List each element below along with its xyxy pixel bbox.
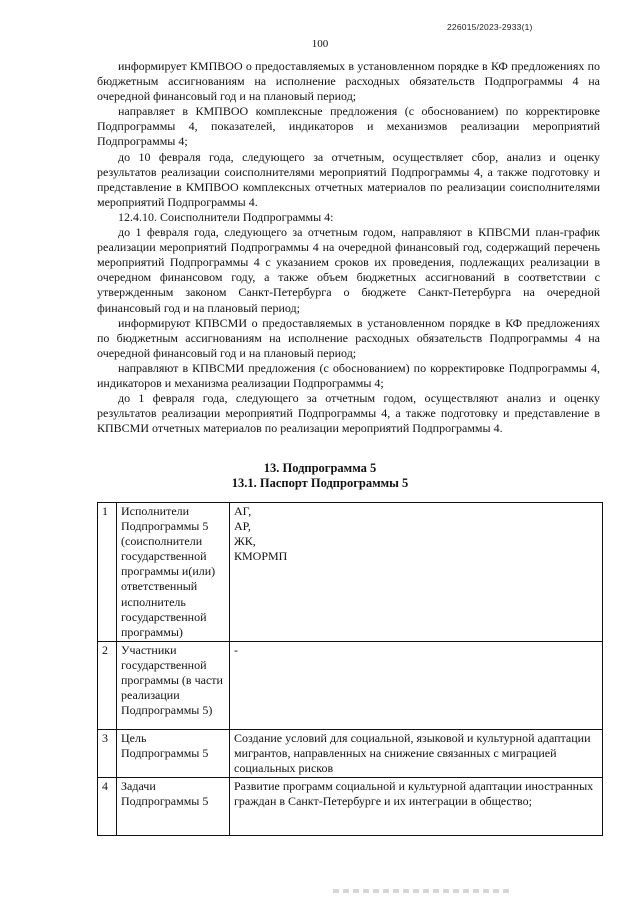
page-number: 100 [311, 38, 329, 50]
table-row [98, 641, 603, 729]
paragraph: информируют КПВСМИ о предоставляемых в установленном порядке в КФ предложениях по бюджетным ассигнованиям на исполнение расходных обязательств Подпрограммы 4 на очередной финансовый год и на плановый период; [97, 315, 600, 360]
paragraph: направляет в КМПВОО комплексные предложения (с обоснованием) по корректировке Подпрограммы 4, показателей, индикаторов и механизмов реализации мероприятий Подпрограммы 4; [97, 104, 600, 149]
row-label: Исполнители Подпрограммы 5 (соисполнители государственной программы и(или) ответственный исполнитель государственной программы) [117, 503, 230, 642]
row-number: 3 [98, 729, 117, 777]
executor-item: ЖК, [234, 534, 256, 549]
passport-table [97, 502, 603, 836]
row-label: Цель Подпрограммы 5 [117, 729, 230, 777]
paragraph: до 1 февраля года, следующего за отчетным годом, направляют в КПВСМИ план-график реализации мероприятий Подпрограммы 4 на очередной финансовый год, содержащий перечень мероприятий Подпрограммы 4 с указанием сроков их проведения, подлежащих реализации в очередном финансовом году, а также объем бюджетных ассигнований в соответствии с утвержденным законом Санкт-Петербурга о бюджете Санкт-Петербурга на очередной финансовый год и на плановый период; [97, 225, 600, 315]
row-value [230, 503, 603, 642]
row-value: - [230, 641, 603, 729]
row-number: 4 [98, 778, 117, 836]
executor-item: КМОРМП [234, 549, 288, 564]
row-number: 1 [98, 503, 117, 642]
paragraph: информирует КМПВОО о предоставляемых в установленном порядке в КФ предложениях по бюджетным ассигнованиям на исполнение расходных обязательств Подпрограммы 4 на очередной финансовый год и на плановый период; [97, 59, 600, 104]
section-subtitle: 13.1. Паспорт Подпрограммы 5 [231, 476, 409, 490]
row-label: Задачи Подпрограммы 5 [117, 778, 230, 836]
body-text [97, 59, 600, 436]
row-value: Развитие программ социальной и культурной адаптации иностранных граждан в Санкт-Петербурге и их интеграции в общество; [230, 778, 603, 836]
table-row [98, 503, 603, 642]
paragraph: направляют в КПВСМИ предложения (с обоснованием) по корректировке Подпрограммы 4, индикаторов и механизма реализации Подпрограммы 4; [97, 360, 600, 390]
executor-item: АГ, [234, 504, 252, 518]
row-value: Создание условий для социальной, языковой и культурной адаптации мигрантов, направленных на снижение связанных с миграцией социальных рисков [230, 729, 603, 777]
row-label: Участники государственной программы (в части реализации Подпрограммы 5) [117, 641, 230, 729]
paragraph: до 1 февраля года, следующего за отчетным годом, осуществляют анализ и оценку результатов реализации мероприятий Подпрограммы 4, а также подготовку и представление в КПВСМИ отчетных материалов по реализации мероприятий Подпрограммы 4. [97, 391, 600, 436]
paragraph: до 10 февраля года, следующего за отчетным, осуществляет сбор, анализ и оценку результатов реализации соисполнителями мероприятий Подпрограммы 4, а также подготовку и представление в КМПВОО комплексных отчетных материалов по реализации соисполнителями мероприятий Подпрограммы 4. [97, 149, 600, 209]
table-row [98, 778, 603, 836]
scan-artifact [333, 889, 513, 893]
table-row [98, 729, 603, 777]
executor-item: АР, [234, 519, 251, 534]
document-id: 226015/2023-2933(1) [447, 22, 533, 32]
paragraph-clause-heading: 12.4.10. Соисполнители Подпрограммы 4: [118, 209, 334, 224]
section-title: 13. Подпрограмма 5 [263, 461, 377, 475]
row-number: 2 [98, 641, 117, 729]
